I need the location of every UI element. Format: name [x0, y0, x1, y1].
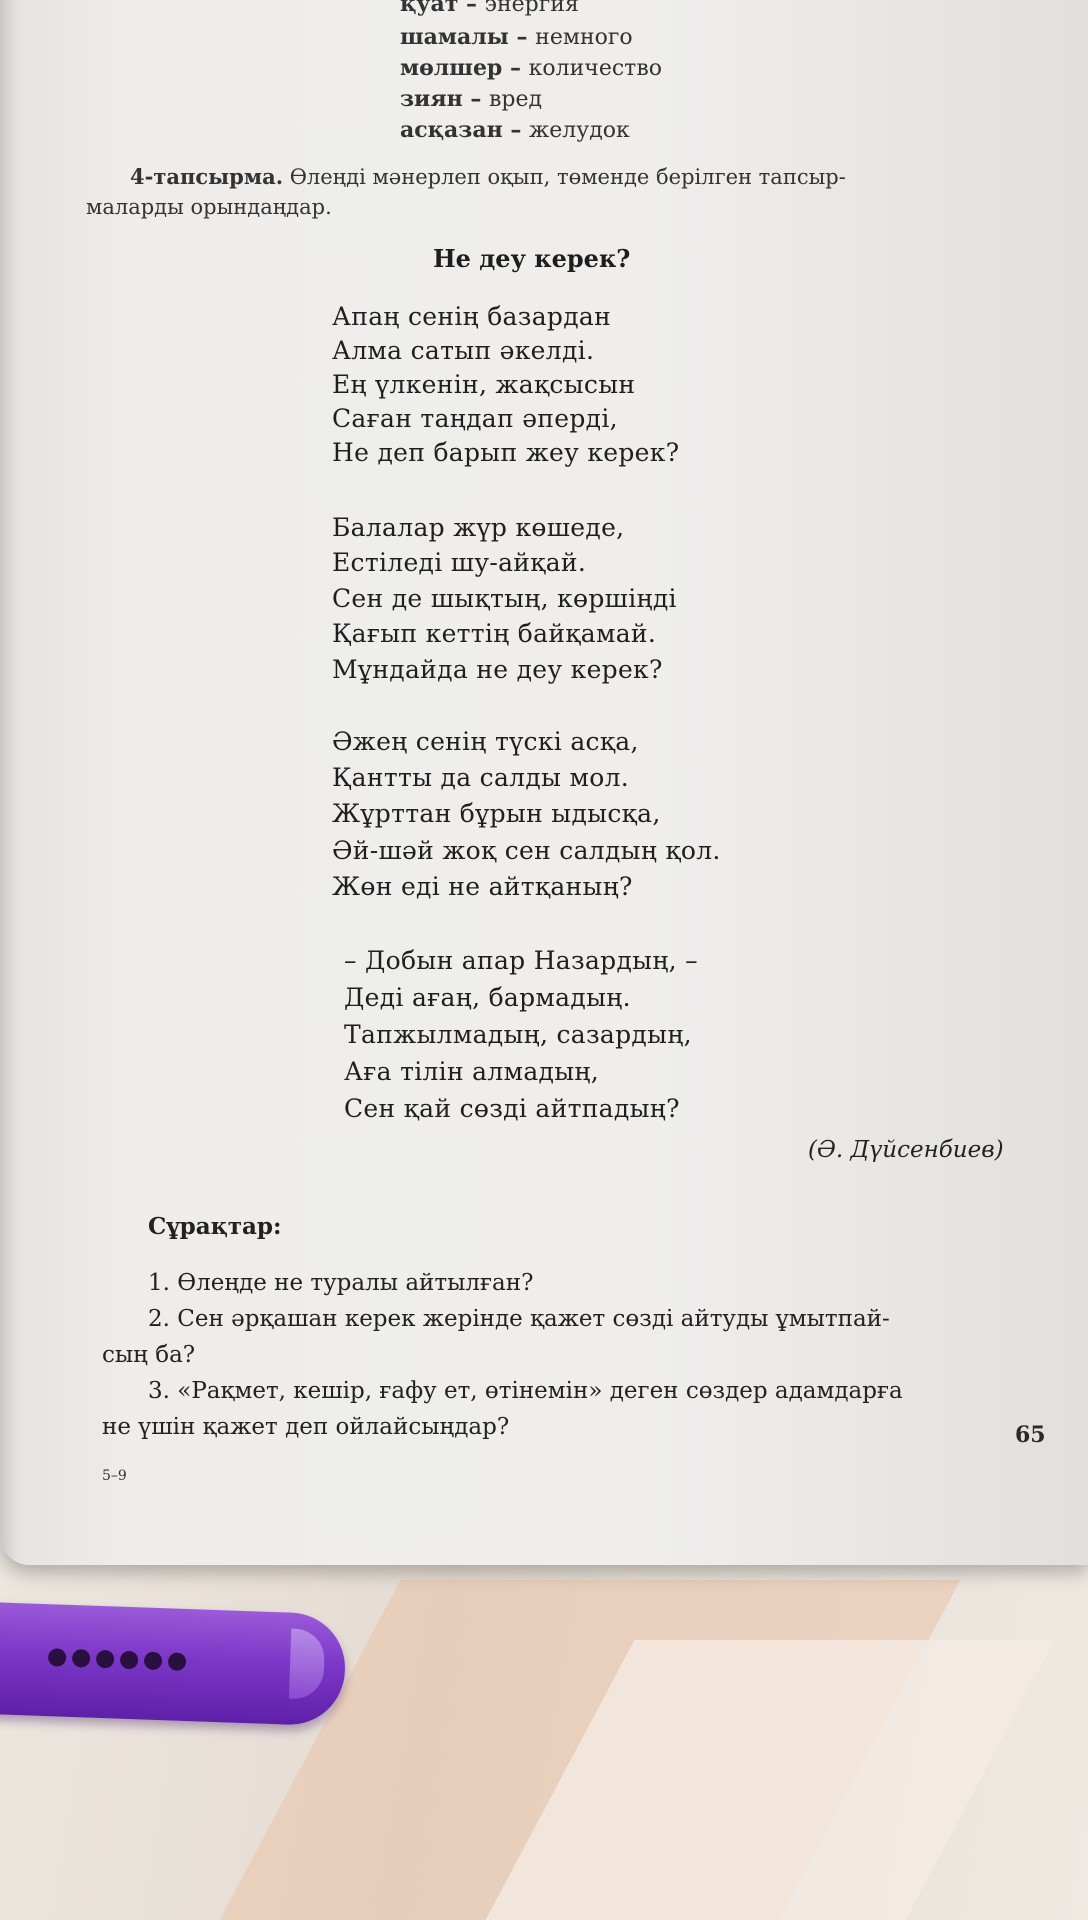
poem-line: Естіледі шу-айқай. [332, 548, 587, 577]
question-item: 2. Сен әрқашан керек жерінде қажет сөзді айтуды ұмытпай- [148, 1306, 890, 1332]
poem-line: Саған таңдап әперді, [332, 404, 618, 433]
poem-author: (Ә. Дүйсенбиев) [808, 1137, 1004, 1163]
poem-line: Жұрттан бұрын ыдысқа, [332, 799, 661, 828]
purple-marker [0, 1601, 347, 1726]
vocab-row: шамалы – немного [400, 24, 633, 50]
poem-line: Балалар жүр көшеде, [332, 513, 625, 542]
task-instruction: 4-тапсырма. Өлеңді мәнерлеп оқып, төменде берілген тапсыр- [130, 164, 846, 189]
vocab-row: мөлшер – количество [400, 55, 662, 81]
poem-line: Алма сатып әкелді. [332, 336, 595, 365]
poem-line: Не деп барып жеу керек? [332, 438, 680, 467]
page-number: 65 [1015, 1422, 1046, 1448]
poem-line: Тапжылмадың, сазардың, [344, 1020, 692, 1049]
question-item: 3. «Рақмет, кешір, ғафу ет, өтінемін» деген сөздер адамдарға [148, 1378, 903, 1404]
poem-line: Аға тілін алмадың, [344, 1057, 599, 1086]
question-item-cont: сың ба? [102, 1342, 196, 1368]
marker-cap [289, 1629, 325, 1700]
questions-heading: Сұрақтар: [148, 1213, 282, 1240]
poem-line: – Добын апар Назардың, – [344, 946, 698, 975]
poem-line: Апаң сенің базардан [332, 302, 612, 331]
vocab-row: асқазан – желудок [400, 117, 630, 143]
question-item-cont: не үшін қажет деп ойлайсыңдар? [102, 1414, 510, 1440]
page-gutter-shadow [0, 0, 18, 1565]
printer-signature: 5–9 [102, 1468, 127, 1484]
vocab-row: зиян – вред [400, 86, 543, 112]
poem-line: Сен де шықтың, көршіңді [332, 584, 677, 613]
poem-line: Сен қай сөзді айтпадың? [344, 1094, 680, 1123]
vocab-row: қуат – энергия [400, 0, 579, 17]
marker-grip [48, 1648, 187, 1671]
poem-line: Әжең сенің түскі асқа, [332, 727, 639, 756]
poem-line: Ең үлкенін, жақсысын [332, 370, 636, 399]
poem-line: Әй-шәй жоқ сен салдың қол. [332, 836, 721, 865]
poem-line: Қантты да салды мол. [332, 763, 630, 792]
poem-line: Жөн еді не айтқаның? [332, 872, 633, 901]
task-instruction-cont: маларды орындаңдар. [86, 195, 332, 219]
poem-line: Деді ағаң, бармадың. [344, 983, 631, 1012]
poem-title: Не деу керек? [433, 244, 631, 273]
poem-line: Мұндайда не деу керек? [332, 655, 663, 684]
poem-line: Қағып кеттің байқамай. [332, 619, 657, 648]
question-item: 1. Өлеңде не туралы айтылған? [148, 1270, 534, 1296]
